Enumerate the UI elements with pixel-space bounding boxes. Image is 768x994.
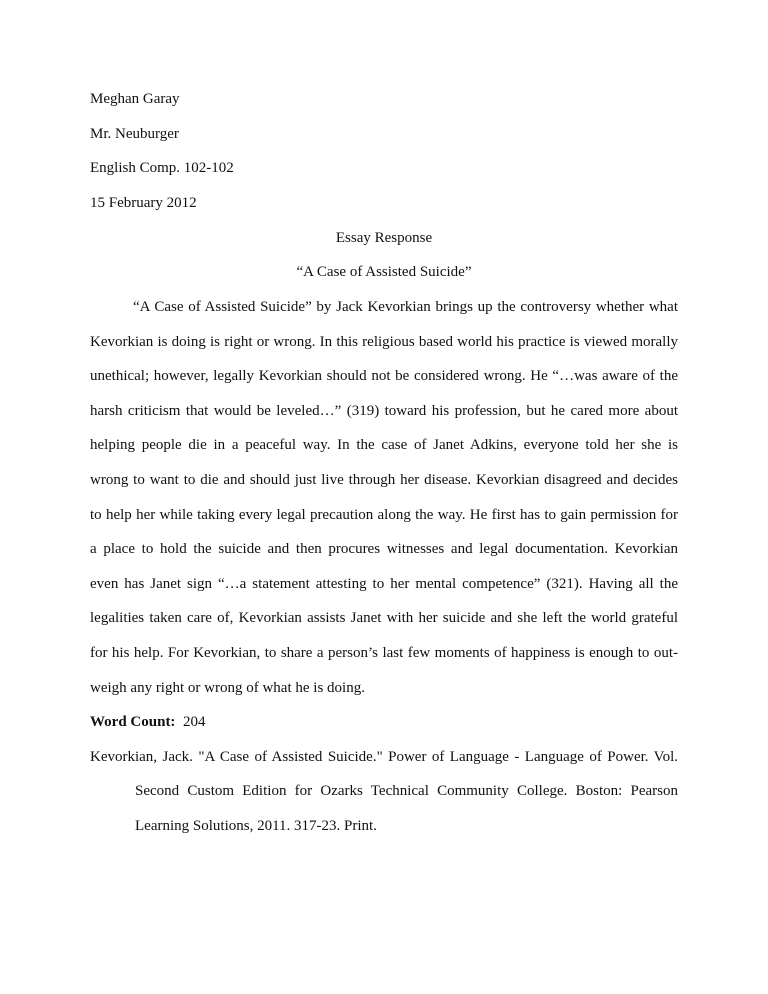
body-line: Kevorkian is doing is right or wrong. In this religious based world his practice is viewed morally xyxy=(90,334,678,350)
essay-date: 15 February 2012 xyxy=(90,195,197,211)
word-count-label: Word Count: xyxy=(90,714,176,730)
instructor-name: Mr. Neuburger xyxy=(90,126,179,142)
body-line: weigh any right or wrong of what he is doing. xyxy=(90,680,365,696)
student-name: Meghan Garay xyxy=(90,91,180,107)
body-line: “A Case of Assisted Suicide” by Jack Kevorkian brings up the controversy whether what xyxy=(133,299,678,315)
course-name: English Comp. 102-102 xyxy=(90,160,234,176)
body-line: legalities taken care of, Kevorkian assists Janet with her suicide and she left the world grateful xyxy=(90,610,678,626)
citation-line: Kevorkian, Jack. "A Case of Assisted Suicide." Power of Language - Language of Power. Vol. xyxy=(90,749,678,765)
body-line: unethical; however, legally Kevorkian should not be considered wrong. He “…was aware of the xyxy=(90,368,678,384)
citation-line: Learning Solutions, 2011. 317-23. Print. xyxy=(135,818,377,834)
body-line: even has Janet sign “…a statement attesting to her mental competence” (321). Having all the xyxy=(90,576,678,592)
body-line: a place to hold the suicide and then procures witnesses and legal documentation. Kevorkian xyxy=(90,541,678,557)
body-line: for his help. For Kevorkian, to share a person’s last few moments of happiness is enough to out- xyxy=(90,645,678,661)
body-line: helping people die in a peaceful way. In the case of Janet Adkins, everyone told her she is xyxy=(90,437,678,453)
body-line: harsh criticism that would be leveled…” (319) toward his profession, but he cared more about xyxy=(90,403,678,419)
word-count xyxy=(90,712,205,732)
essay-title: Essay Response xyxy=(335,230,433,246)
body-line: wrong to want to die and should just live through her disease. Kevorkian disagreed and decides xyxy=(90,472,678,488)
citation-line: Second Custom Edition for Ozarks Technical Community College. Boston: Pearson xyxy=(135,783,678,799)
word-count-value: 204 xyxy=(182,714,206,730)
body-line: to help her while taking every legal precaution along the way. He first has to gain permission for xyxy=(90,507,678,523)
essay-subject: “A Case of Assisted Suicide” xyxy=(296,264,472,280)
